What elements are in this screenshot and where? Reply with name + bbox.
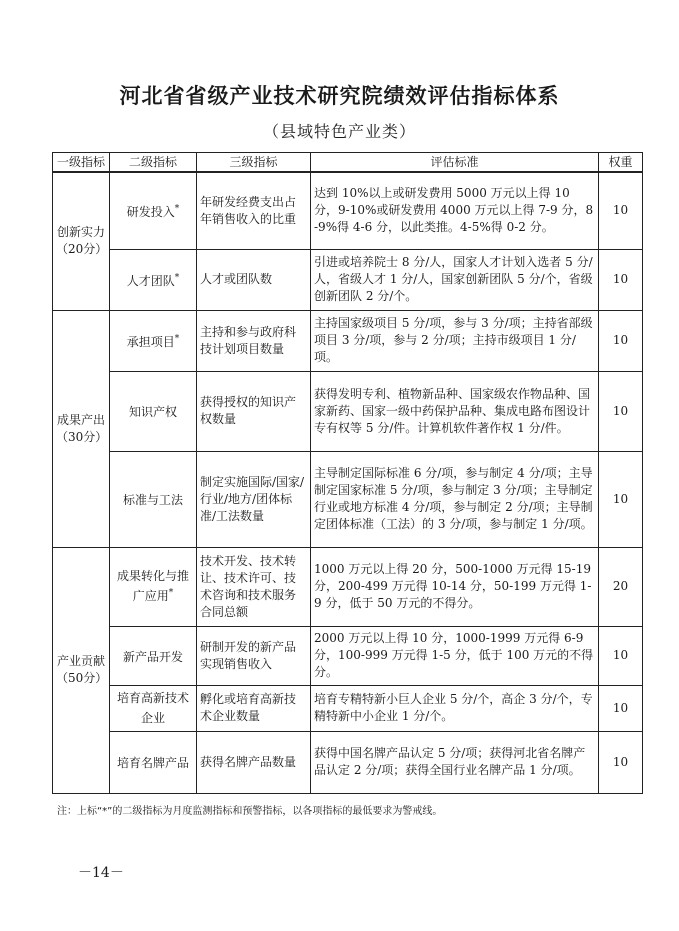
weight-cell: 10 xyxy=(599,451,643,547)
monitor-mark: * xyxy=(174,272,180,283)
table-row xyxy=(53,172,643,249)
table-row xyxy=(53,249,643,310)
weight-cell: 10 xyxy=(599,172,643,249)
level2-label: 培育名牌产品 xyxy=(116,756,189,770)
level2-cell xyxy=(110,249,197,310)
table-row xyxy=(53,731,643,793)
standard-cell: 2000 万元以上得 10 分，1000-1999 万元得 6-9 分，100-999 万元得 1-5 分，低于 100 万元的不得分。 xyxy=(311,626,599,685)
table-row xyxy=(53,626,643,685)
level2-label: 承担项目 xyxy=(126,334,175,349)
page-number: －14－ xyxy=(78,865,124,881)
standard-cell: 获得中国名牌产品认定 5 分/项；获得河北省名牌产品认定 2 分/项；获得全国行业名牌产品 1 分/项。 xyxy=(311,731,599,793)
weight-cell: 10 xyxy=(599,626,643,685)
document-subtitle: （县域特色产业类） xyxy=(262,122,416,141)
level1-points: （30分） xyxy=(56,429,108,444)
level2-label: 研发投入 xyxy=(126,204,175,219)
standard-cell: 主导制定国际标准 6 分/项，参与制定 4 分/项；主导制定国家标准 5 分/项，参与制定 3 分/项；主导制定行业或地方标准 4 分/项，参与制定 2 分/项；主导制定团体标准（工法）的 3 分/项，参与制定 1 分/项。 xyxy=(311,451,599,547)
monitor-mark: * xyxy=(168,588,174,598)
level3-cell: 技术开发、技术转让、技术许可、技术咨询和技术服务合同总额 xyxy=(197,547,311,626)
weight-cell: 10 xyxy=(599,371,643,451)
header-level2: 二级指标 xyxy=(110,153,197,173)
standard-cell: 1000 万元以上得 20 分，500-1000 万元得 15-19 分，200-499 万元得 10-14 分，50-199 万元得 1-9 分，低于 50 万元的不得分。 xyxy=(311,547,599,626)
table-header-row xyxy=(53,153,643,173)
level3-cell: 人才或团队数 xyxy=(197,249,311,310)
weight-cell: 10 xyxy=(599,310,643,371)
level1-label: 创新实力 xyxy=(56,225,105,240)
table-row xyxy=(53,547,643,626)
standard-cell: 获得发明专利、植物新品种、国家级农作物品种、国家新药、国家一级中药保护品种、集成电路布图设计专有权等 5 分/件。计算机软件著作权 1 分/件。 xyxy=(311,371,599,451)
level3-cell: 研制开发的新产品实现销售收入 xyxy=(197,626,311,685)
document-title: 河北省省级产业技术研究院绩效评估指标体系 xyxy=(119,84,560,108)
level2-cell xyxy=(110,371,197,451)
weight-cell: 10 xyxy=(599,731,643,793)
level2-label: 标准与工法 xyxy=(122,493,183,507)
standard-cell: 达到 10%以上或研发费用 5000 万元以上得 10 分，9-10%或研发费用 4000 万元以上得 7-9 分，8-9%得 4-6 分，以此类推。4-5%得 0-2 分。 xyxy=(311,172,599,249)
weight-cell: 20 xyxy=(599,547,643,626)
level2-label: 培育高新技术企业 xyxy=(116,690,189,725)
monitor-mark: * xyxy=(174,203,180,214)
level2-label: 知识产权 xyxy=(128,405,177,419)
level3-cell: 孵化或培育高新技术企业数量 xyxy=(197,685,311,731)
level1-points: （20分） xyxy=(56,242,108,257)
header-level3: 三级指标 xyxy=(197,153,311,173)
level2-cell xyxy=(110,172,197,249)
header-standard: 评估标准 xyxy=(311,153,599,173)
standard-cell: 培育专精特新小巨人企业 5 分/个，高企 3 分/个，专精特新中小企业 1 分/个。 xyxy=(311,685,599,731)
level1-points: （50分） xyxy=(56,671,108,685)
level3-cell: 制定实施国际/国家/行业/地方/团体标准/工法数量 xyxy=(197,451,311,547)
level2-cell xyxy=(110,547,197,626)
level2-cell xyxy=(110,731,197,793)
table-row xyxy=(53,310,643,371)
level2-label: 新产品开发 xyxy=(122,649,183,664)
level2-cell xyxy=(110,310,197,371)
table-footnote: 注：上标“*”的二级指标为月度监测指标和预警指标，以各项指标的最低要求为警戒线。 xyxy=(57,806,443,817)
table-row xyxy=(53,451,643,547)
level3-cell: 获得授权的知识产权数量 xyxy=(197,371,311,451)
level1-label: 成果产出 xyxy=(56,412,105,427)
level3-cell: 年研发经费支出占年销售收入的比重 xyxy=(197,172,311,249)
header-level1: 一级指标 xyxy=(53,153,110,173)
standard-cell: 主持国家级项目 5 分/项，参与 3 分/项；主持省部级项目 3 分/项，参与 2 分/项；主持市级项目 1 分/项。 xyxy=(311,310,599,371)
level2-cell xyxy=(110,451,197,547)
indicator-table xyxy=(52,152,643,794)
level1-cell xyxy=(53,310,110,547)
level1-cell xyxy=(53,547,110,793)
table-row xyxy=(53,685,643,731)
level2-cell xyxy=(110,626,197,685)
level3-cell: 主持和参与政府科技计划项目数量 xyxy=(197,310,311,371)
level3-cell: 获得名牌产品数量 xyxy=(197,731,311,793)
monitor-mark: * xyxy=(174,333,180,344)
level2-label: 成果转化与推广应用 xyxy=(116,569,189,603)
header-weight: 权重 xyxy=(599,153,643,173)
weight-cell: 10 xyxy=(599,685,643,731)
weight-cell: 10 xyxy=(599,249,643,310)
level2-label: 人才团队 xyxy=(126,273,175,288)
table-row xyxy=(53,371,643,451)
standard-cell: 引进或培养院士 8 分/人，国家人才计划入选者 5 分/人，省级人才 1 分/人，国家创新团队 5 分/个，省级创新团队 2 分/个。 xyxy=(311,249,599,310)
level1-cell xyxy=(53,172,110,310)
level1-label: 产业贡献 xyxy=(56,654,105,668)
level2-cell xyxy=(110,685,197,731)
